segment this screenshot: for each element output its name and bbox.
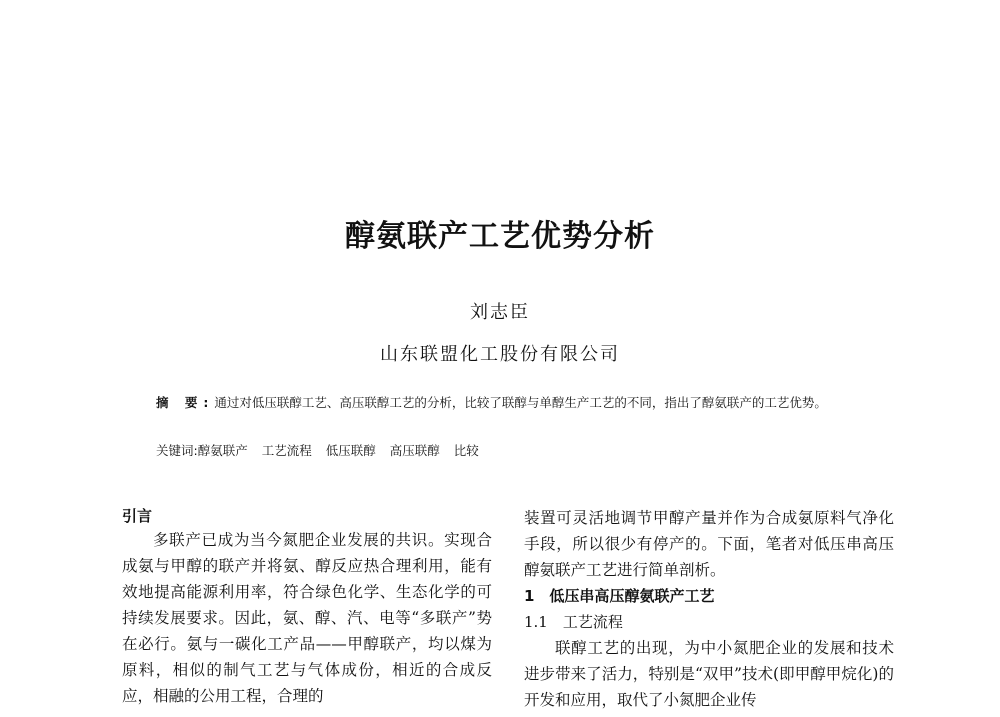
abstract-text: 通过对低压联醇工艺、高压联醇工艺的分析，比较了联醇与单醇生产工艺的不同，指出了醇氨联产的工艺优势。 — [214, 395, 827, 410]
intro-heading: 引言 — [122, 507, 153, 525]
keywords-label: 关键词: — [156, 443, 198, 458]
abstract — [122, 393, 890, 413]
keyword: 醇氨联产 — [197, 443, 248, 458]
keyword: 比较 — [453, 443, 479, 458]
keyword: 高压联醇 — [389, 443, 440, 458]
affiliation: 山东联盟化工股份有限公司 — [380, 344, 620, 365]
left-column — [122, 505, 492, 709]
right-column — [524, 505, 894, 713]
keyword: 工艺流程 — [261, 443, 312, 458]
paper-title: 醇氨联产工艺优势分析 — [345, 219, 655, 254]
keyword: 低压联醇 — [325, 443, 376, 458]
abstract-label: 摘 要: — [156, 395, 215, 410]
keywords — [122, 441, 890, 461]
continued-paragraph: 装置可灵活地调节甲醇产量并作为合成氨原料气净化手段，所以很少有停产的。下面，笔者对低压串高压醇氨联产工艺进行简单剖析。 — [524, 509, 894, 579]
subsection-heading: 1.1 工艺流程 — [524, 613, 623, 631]
process-paragraph: 联醇工艺的出现，为中小氮肥企业的发展和技术进步带来了活力，特别是“双甲”技术(即甲醇甲烷化)的开发和应用，取代了小氮肥企业传 — [524, 639, 894, 709]
section-heading: 1 低压串高压醇氨联产工艺 — [524, 587, 715, 605]
author-name: 刘志臣 — [470, 302, 530, 323]
intro-paragraph: 多联产已成为当今氮肥企业发展的共识。实现合成氨与甲醇的联产并将氨、醇反应热合理利用，能有效地提高能源利用率，符合绿色化学、生态化学的可持续发展要求。因此，氨、醇、汽、电等“多联产”势在必行。氨与一碳化工产品——甲醇联产，均以煤为原料，相似的制气工艺与气体成份，相近的合成反应，相融的公用工程，合理的 — [122, 531, 492, 705]
